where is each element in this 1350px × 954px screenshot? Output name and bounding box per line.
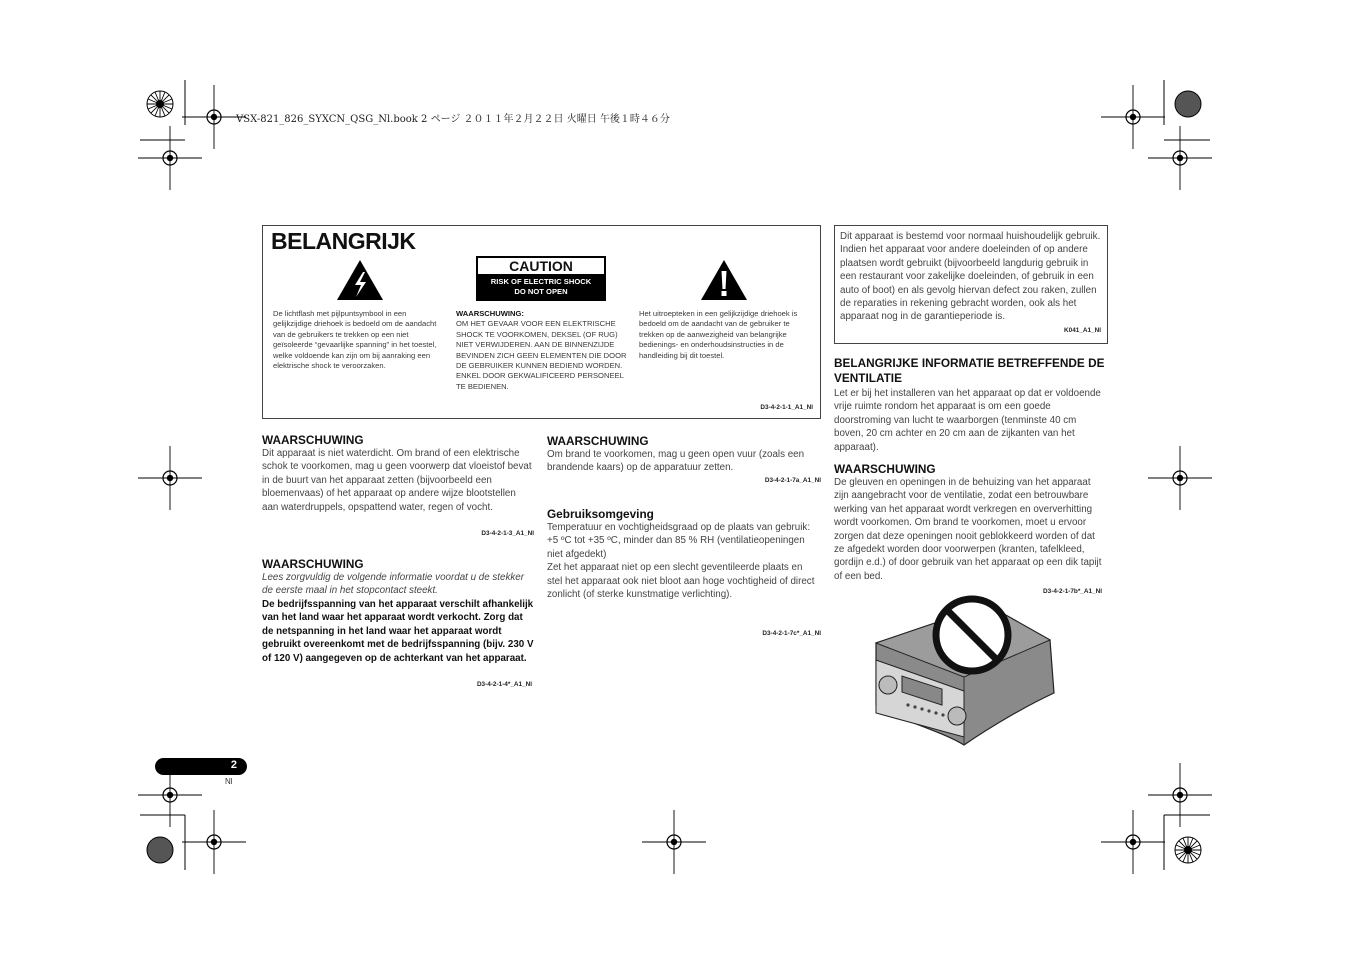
section-text: De gleuven en openingen in de behuizing van het apparaat zijn aangebracht voor de ventilatie, zodat een betrouwbare werking van het apparaat wordt verkregen en oververhitting wordt voorkomen. Om brand te voorkomen, moet u ervoor zorgen dat deze openingen nooit geblokkeerd worden of dat ze afgedekt worden door voorwerpen (kranten, tafelkleed, gordijn e.d.) of door gebruik van het apparaat op een dik tapijt of een bed. <box>834 477 1102 582</box>
covered-receiver-illustration <box>868 585 1063 750</box>
section-heading: WAARSCHUWING <box>262 433 364 447</box>
section-heading: Gebruiksomgeving <box>547 507 654 521</box>
caution-title: CAUTION <box>478 258 604 274</box>
italic-note: Lees zorgvuldig de volgende informatie voordat u de stekker de eerste maal in het stopcontact steekt. <box>262 572 524 597</box>
waarschuwing-block <box>456 309 631 392</box>
household-use-box <box>834 225 1108 344</box>
lightning-description: De lichtflash met pijlpuntsymbool in een gelijkzijdige driehoek is bedoeld om de aandacht van de gebruikers te trekken op een niet geïsoleerde “gevaarlijke spanning” in het toestel, welke voldoende kan zijn om bij aanraking een elektrische shock te veroorzaken. <box>273 309 437 371</box>
section-text <box>547 521 819 601</box>
caution-line-2: DO NOT OPEN <box>514 287 568 296</box>
reference-code: D3-4-2-1-7c*_A1_Nl <box>762 630 821 637</box>
section-heading: WAARSCHUWING <box>834 462 936 476</box>
section-text: Dit apparaat is niet waterdicht. Om brand of een elektrische schok te voorkomen, mag u geen voorwerp dat vloeistof bevat in de buurt van het apparaat zetten (bijvoorbeeld een bloemenvaas) of het apparaat op andere wijze blootstellen aan waterdruppels, opspattend water, regen of vocht. <box>262 448 532 513</box>
page-number-tab <box>155 758 247 775</box>
reference-code: D3-4-2-1-1_A1_Nl <box>760 404 813 411</box>
reference-code: D3-4-2-1-3_A1_Nl <box>481 530 534 537</box>
environment-line-2: +5 ºC tot +35 ºC, minder dan 85 % RH (ventilatieopeningen niet afgedekt) <box>547 535 805 560</box>
page-number: 2 <box>230 759 237 771</box>
reference-code: K041_A1_Nl <box>1064 327 1101 334</box>
exclamation-warning-icon <box>699 258 749 302</box>
exclamation-description: Het uitroepteken in een gelijkzijdige driehoek is bedoeld om de aandacht van de gebruiker te trekken op de aanwezigheid van belangrijke bedienings- en onderhoudsinstructies in de handleiding bij dit toestel. <box>639 309 798 360</box>
section-heading: WAARSCHUWING <box>547 434 649 448</box>
waarschuwing-text: OM HET GEVAAR VOOR EEN ELEKTRISCHE SHOCK TE VOORKOMEN, DEKSEL (OF RUG) NIET VERWIJDEREN. AAN DE BINNENZIJDE BEVINDEN ZICH GEEN ELEMENTEN DIE DOOR DE GEBRUIKER KUNNEN BEDIEND WORDEN. ENKEL DOOR GEKWALIFICEERD PERSONEEL TE BEDIENEN. <box>456 319 627 391</box>
print-header: VSX-821_826_SYXCN_QSG_Nl.book 2 ページ ２０１１年２月２２日 火曜日 午後１時４６分 <box>236 114 670 125</box>
language-code: Nl <box>225 777 233 786</box>
lightning-warning-icon <box>335 258 385 302</box>
household-text: Dit apparaat is bestemd voor normaal huishoudelijk gebruik. Indien het apparaat voor andere doeleinden of op andere plaatsen wordt gebruikt (bijvoorbeeld langdurig gebruik in een restaurant voor zakelijke doeleinden, of gebruik in een auto of boot) en als gevolg hiervan defect zou raken, zullen de reparaties in rekening gebracht worden, ook als het apparaat nog in de garantieperiode is. <box>840 231 1101 323</box>
waarschuwing-label: WAARSCHUWING: <box>456 309 524 318</box>
environment-line-3: Zet het apparaat niet op een slecht geventileerde plaats en stel het apparaat ook niet bloot aan hoge vochtigheid of direct zonlicht (of sterke kunstmatige verlichting). <box>547 562 815 601</box>
section-text: Om brand te voorkomen, mag u geen open vuur (zoals een brandende kaars) op de apparatuur zetten. <box>547 449 805 474</box>
section-text: Let er bij het installeren van het apparaat op dat er voldoende vrije ruimte rondom het apparaat is om een goede doorstroming van lucht te waarborgen (tenminste 40 cm boven, 20 cm achter en 20 cm aan de zijkanten van het apparaat). <box>834 388 1101 453</box>
environment-line-1: Temperatuur en vochtigheidsgraad op de plaats van gebruik: <box>547 522 811 533</box>
voltage-warning: De bedrijfsspanning van het apparaat verschilt afhankelijk van het land waar het apparaat wordt verkocht. Zorg dat de netspanning in het land waar het apparaat wordt gebruikt overeenkomt met de bedrijfsspanning (bijv. 230 V of 120 V) aangegeven op de achterkant van het apparaat. <box>262 599 534 664</box>
page-title: BELANGRIJK <box>271 228 416 254</box>
reference-code: D3-4-2-1-4*_A1_Nl <box>476 681 532 688</box>
caution-label <box>476 256 606 301</box>
reference-code: D3-4-2-1-7a_A1_Nl <box>764 477 821 484</box>
section-heading: BELANGRIJKE INFORMATIE BETREFFENDE DE VENTILATIE <box>834 356 1105 385</box>
reference-code: D3-4-2-1-7b*_A1_Nl <box>1043 588 1102 595</box>
section-heading: WAARSCHUWING <box>262 557 364 571</box>
caution-line-1: RISK OF ELECTRIC SHOCK <box>490 277 592 286</box>
belangrijk-box <box>262 225 821 419</box>
